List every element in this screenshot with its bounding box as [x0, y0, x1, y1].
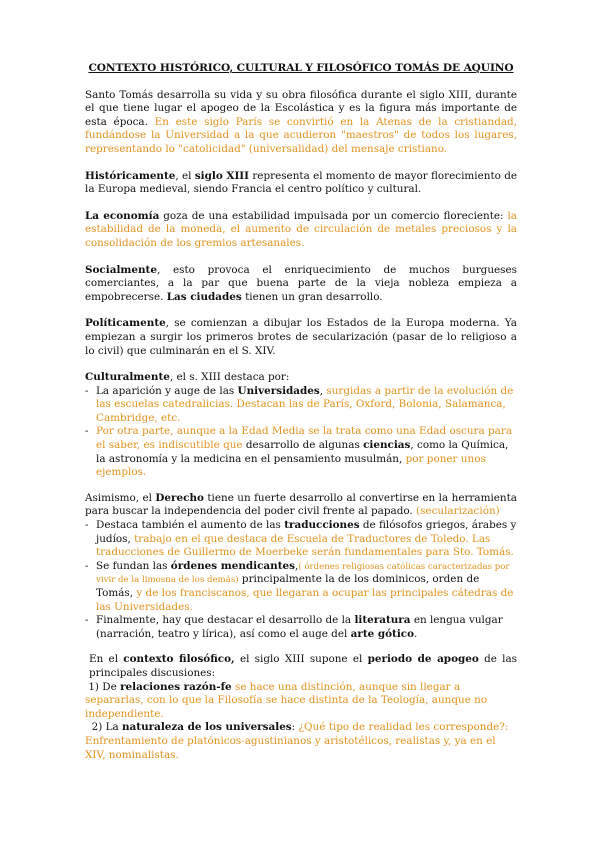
item-text: desarrollo de algunas: [245, 439, 364, 452]
item-text: ,: [319, 384, 327, 397]
item-text: La aparición y auge de las: [96, 384, 238, 397]
item-highlight: y de los franciscanos, que llegaran a ocupar las principales cátedras de las Universidades.: [96, 587, 514, 613]
item-text: principalmente la de los dominicos, orden de Tomás,: [96, 573, 480, 599]
philo-text-3: de las principales discusiones:: [89, 653, 517, 679]
economy-paragraph: [85, 210, 517, 251]
historic-text-2: representa el momento de mayor florecimiento de la Europa medieval, siendo Francia el centro político y cultural.: [85, 169, 517, 196]
social-text-2: tienen un gran desarrollo.: [241, 290, 383, 303]
historic-heading: Históricamente: [85, 169, 176, 182]
cultural-heading: Culturalmente: [85, 371, 170, 384]
cultural-paragraph: [85, 371, 517, 385]
social-paragraph: [85, 264, 517, 305]
list-item: [85, 425, 517, 479]
economy-heading: La economía: [85, 209, 160, 222]
intro-paragraph: [85, 89, 517, 157]
political-heading: Políticamente: [85, 317, 166, 330]
item-text: Finalmente, hay que destacar el desarrollo de la: [96, 614, 355, 627]
list-item: [85, 519, 517, 560]
item-highlight: Por otra parte, aunque a la Edad Media se la trata como una Edad oscura para el saber, es indiscutible que: [96, 425, 513, 452]
social-text-1: , esto provoca el enriquecimiento de muchos burgueses comerciantes, a la par que buena parte de la vieja nobleza empieza a empobrecerse.: [85, 263, 517, 303]
economy-text: goza de una estabilidad impulsada por un comercio floreciente:: [159, 209, 508, 222]
item-highlight: por poner unos ejemplos.: [96, 452, 486, 479]
item-keyword: Universidades: [237, 384, 320, 397]
historic-paragraph: [85, 170, 517, 197]
social-cities: Las ciudades: [166, 290, 242, 303]
law-list: [85, 519, 517, 641]
law-text-1: Asimismo, el: [85, 491, 156, 504]
philo-keyword-1: contexto filosófico,: [123, 653, 235, 666]
item-text: Se fundan las: [96, 559, 171, 572]
philo-text-1: En el: [89, 653, 124, 666]
point-number: 1) De: [85, 680, 121, 693]
law-text-2: tiene un fuerte desarrollo al convertirse en la herramienta para buscar la independencia del poder civil frente al papado.: [85, 491, 517, 518]
philosophy-paragraph: [85, 653, 517, 680]
page-title: CONTEXTO HISTÓRICO, CULTURAL Y FILOSÓFICO TOMÁS DE AQUINO: [88, 62, 514, 74]
intro-text: Santo Tomás desarrolla su vida y su obra filosófica durante el siglo XIII, durante el que tiene lugar el apogeo de la Escolástica y es la figura más importante de esta época.: [85, 88, 517, 128]
list-item: [85, 560, 517, 614]
item-keyword: arte gótico: [350, 627, 415, 640]
philo-keyword-2: periodo de apogeo: [367, 653, 479, 666]
item-text: en lengua vulgar (narración, teatro y lírica), así como el auge del: [96, 614, 503, 640]
item-keyword: ciencias: [363, 439, 411, 452]
economy-highlight: la estabilidad de la moneda, el aumento de circulación de metales preciosos y la consolidación de los gremios artesanales.: [85, 209, 518, 249]
item-text: Destaca también el aumento de las: [96, 519, 285, 532]
point-highlight: ¿Qué tipo de realidad les corresponde?: Enfrentamiento de platónicos-agustinianos y aristotélicos, realistas y, ya en el XIV, nominalistas.: [85, 721, 512, 761]
item-keyword: órdenes mendicantes: [170, 559, 295, 572]
item-highlight-small: ( órdenes religiosas católicas caracterizadas por vivir de la limosna de los demás): [96, 561, 510, 586]
philo-text-2: el siglo XIII supone el: [234, 653, 368, 666]
social-heading: Socialmente: [85, 263, 157, 276]
item-highlight: trabajo en el que destaca de Escuela de Traductores de Toledo. Las traducciones de Guillermo de Moerbeke serán fundamentales para Sto. Tomás.: [96, 532, 514, 559]
philosophy-point-1: [85, 681, 517, 722]
list-item: [85, 614, 517, 641]
point-keyword: relaciones razón-fe: [120, 680, 232, 693]
historic-century: siglo XIII: [194, 169, 250, 182]
point-text: :: [291, 721, 299, 734]
law-paragraph: [85, 492, 517, 519]
cultural-list: [85, 385, 517, 480]
item-text: de filósofos griegos, árabes y judíos,: [96, 519, 517, 545]
cultural-text: , el s. XIII destaca por:: [169, 371, 290, 384]
law-highlight: (secularización): [416, 505, 500, 518]
list-item: [85, 385, 517, 426]
historic-text-1: , el: [175, 169, 195, 182]
document-page: [85, 62, 517, 762]
item-text: , como la Química, la astronomía y la medicina en el pensamiento musulmán,: [96, 439, 509, 465]
point-number: 2) La: [85, 721, 122, 734]
item-highlight: surgidas a partir de la evolución de las escuelas catedralicias. Destacan las de París, Oxford, Bolonia, Salamanca, Cambridge, etc.: [96, 384, 514, 424]
law-keyword: Derecho: [155, 491, 204, 504]
item-text: ,: [294, 559, 299, 572]
item-text: .: [414, 627, 418, 640]
philosophy-point-2: [85, 721, 517, 762]
item-keyword: traducciones: [284, 519, 360, 532]
point-highlight: se hace una distinción, aunque sin llegar a separarlas, con lo que la Filosofía se hace distinta de la Teología, aunque no independiente.: [85, 680, 491, 720]
political-paragraph: [85, 317, 517, 358]
intro-highlight: En este siglo París se convirtió en la Atenas de la cristiandad, fundándose la Universidad a la que acudieron "maestros" de todos los lugares, representando lo "catolicidad" (universalidad) del mensaje cristiano.: [85, 115, 517, 155]
political-text: , se comienzan a dibujar los Estados de la Europa moderna. Ya empiezan a surgir los primeros brotes de secularización (pasar de lo religioso a lo civil) que culminarán en el S. XIV.: [85, 317, 517, 357]
item-keyword: literatura: [354, 614, 411, 627]
point-keyword: naturaleza de los universales: [121, 721, 292, 734]
